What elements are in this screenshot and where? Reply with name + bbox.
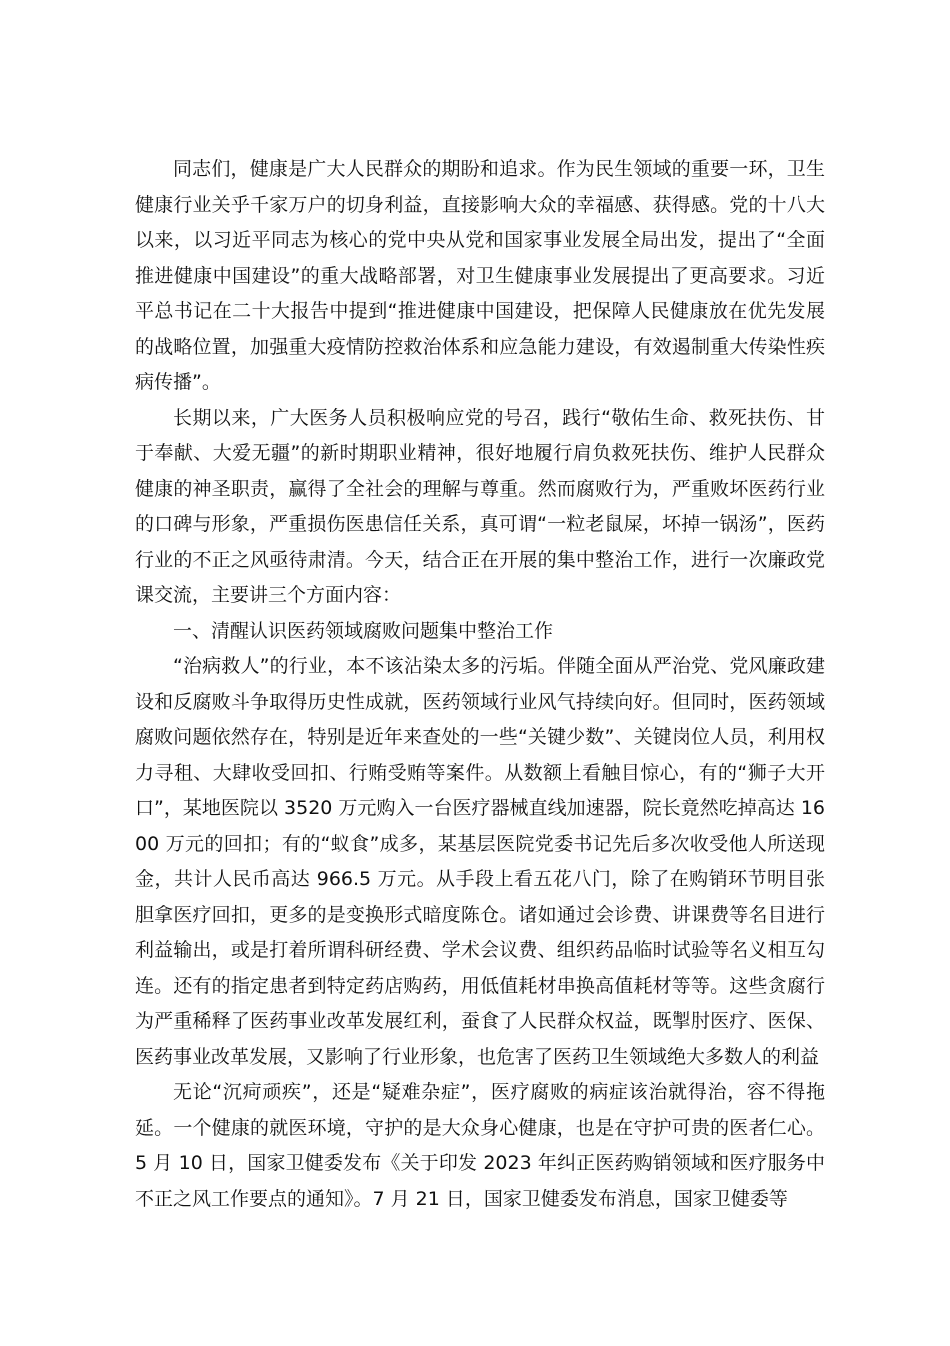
document-body xyxy=(135,152,825,1217)
paragraph-background: 长期以来，广大医务人员积极响应党的号召，践行“敬佑生命、救死扶伤、甘于奉献、大爱无疆”的新时期职业精神，很好地履行肩负救死扶伤、维护人民群众健康的神圣职责，赢得了全社会的理解与尊重。然而腐败行为，严重败坏医药行业的口碑与形象，严重损伤医患信任关系，真可谓“一粒老鼠屎，坏掉一锅汤”，医药行业的不正之风亟待肃清。今天，结合正在开展的集中整治工作，进行一次廉政党课交流，主要讲三个方面内容： xyxy=(135,406,825,606)
paragraph-intro: 同志们，健康是广大人民群众的期盼和追求。作为民生领域的重要一环，卫生健康行业关乎千家万户的切身利益，直接影响大众的幸福感、获得感。党的十八大以来，以习近平同志为核心的党中央从党和国家事业发展全局出发，提出了“全面推进健康中国建设”的重大战略部署，对卫生健康事业发展提出了更高要求。习近平总书记在二十大报告中提到“推进健康中国建设，把保障人民健康放在优先发展的战略位置，加强重大疫情防控救治体系和应急能力建设，有效遏制重大传染性疾病传播”。 xyxy=(135,158,825,393)
paragraph-corruption-cases: “治病救人”的行业，本不该沾染太多的污垢。伴随全面从严治党、党风廉政建设和反腐败斗争取得历史性成就，医药领域行业风气持续向好。但同时，医药领域腐败问题依然存在，特别是近年来查处的一些“关键少数”、关键岗位人员，利用权力寻租、大肆收受回扣、行贿受贿等案件。从数额上看触目惊心，有的“狮子大开口”，某地医院以 3520 万元购入一台医疗器械直线加速器，院长竟然吃掉高达 1600 万元的回扣；有的“蚁食”成多，某基层医院党委书记先后多次收受他人所送现金，共计人民币高达 966.5 万元。从手段上看五花八门，除了在购销环节明目张胆拿医疗回扣，更多的是变换形式暗度陈仓。诸如通过会诊费、讲课费等名目进行利益输出，或是打着所谓科研经费、学术会议费、组织药品临时试验等名义相互勾连。还有的指定患者到特定药店购药，用低值耗材串换高值耗材等等。这些贪腐行为严重稀释了医药事业改革发展红利，蚕食了人民群众权益，既掣肘医疗、医保、医药事业改革发展，又影响了行业形象，也危害了医药卫生领域绝大多数人的利益 xyxy=(135,655,825,1068)
section-heading-1: 一、清醒认识医药领域腐败问题集中整治工作 xyxy=(173,619,554,642)
paragraph-rectification: 无论“沉疴顽疾”，还是“疑难杂症”，医疗腐败的病症该治就得治，容不得拖延。一个健康的就医环境，守护的是大众身心健康，也是在守护可贵的医者仁心。5 月 10 日，国家卫健委发布《关于印发 2023 年纠正医药购销领域和医疗服务中不正之风工作要点的通知》。7 月 21 日，国家卫健委发布消息，国家卫健委等 xyxy=(135,1081,825,1210)
